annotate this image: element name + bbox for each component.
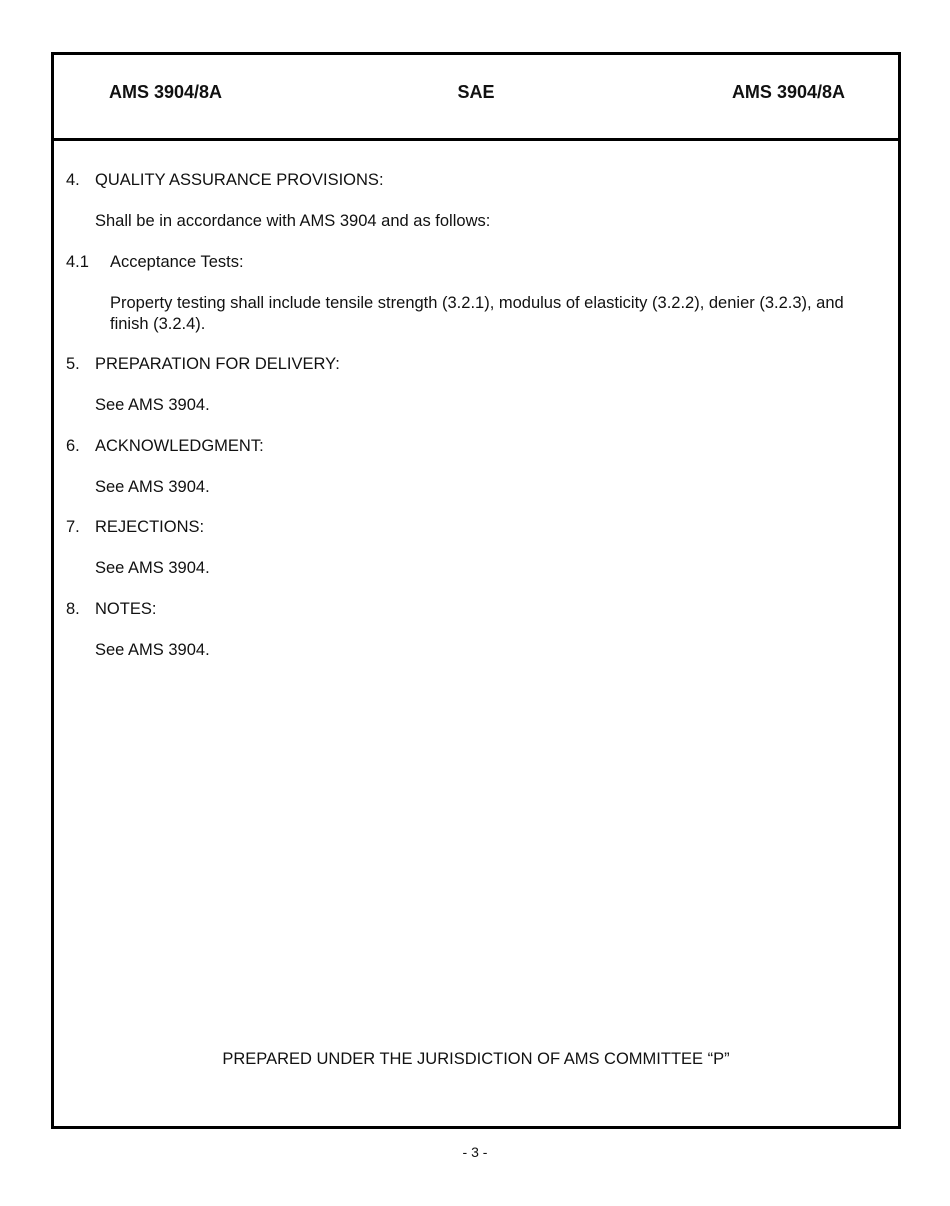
section-6-body: See AMS 3904. bbox=[95, 478, 210, 496]
header-organization: SAE bbox=[457, 82, 495, 102]
section-number: 4. bbox=[66, 171, 80, 189]
section-title: Acceptance Tests: bbox=[110, 253, 244, 271]
section-number: 4.1 bbox=[66, 253, 89, 271]
header-doc-id-left: AMS 3904/8A bbox=[109, 82, 223, 102]
header-doc-id-right: AMS 3904/8A bbox=[731, 82, 845, 102]
jurisdiction-note: PREPARED UNDER THE JURISDICTION OF AMS COMMITTEE “P” bbox=[222, 1050, 730, 1068]
page-frame bbox=[51, 52, 901, 1129]
section-5-body: See AMS 3904. bbox=[95, 396, 210, 414]
section-8-body: See AMS 3904. bbox=[95, 641, 210, 659]
section-number: 5. bbox=[66, 355, 80, 373]
section-4-1-body: Property testing shall include tensile strength (3.2.1), modulus of elasticity (3.2.2), denier (3.2.3), and finish (3.2.4). bbox=[110, 294, 844, 333]
page-number: - 3 - bbox=[462, 1144, 488, 1160]
section-number: 7. bbox=[66, 518, 80, 536]
section-title: REJECTIONS: bbox=[95, 518, 205, 536]
section-number: 8. bbox=[66, 600, 80, 618]
section-title: ACKNOWLEDGMENT: bbox=[95, 437, 264, 455]
section-title: PREPARATION FOR DELIVERY: bbox=[95, 355, 340, 373]
section-4-body: Shall be in accordance with AMS 3904 and as follows: bbox=[95, 212, 491, 230]
section-7-body: See AMS 3904. bbox=[95, 559, 210, 577]
section-title: QUALITY ASSURANCE PROVISIONS: bbox=[95, 171, 384, 189]
document-header bbox=[54, 55, 898, 141]
section-number: 6. bbox=[66, 437, 80, 455]
section-title: NOTES: bbox=[95, 600, 157, 618]
